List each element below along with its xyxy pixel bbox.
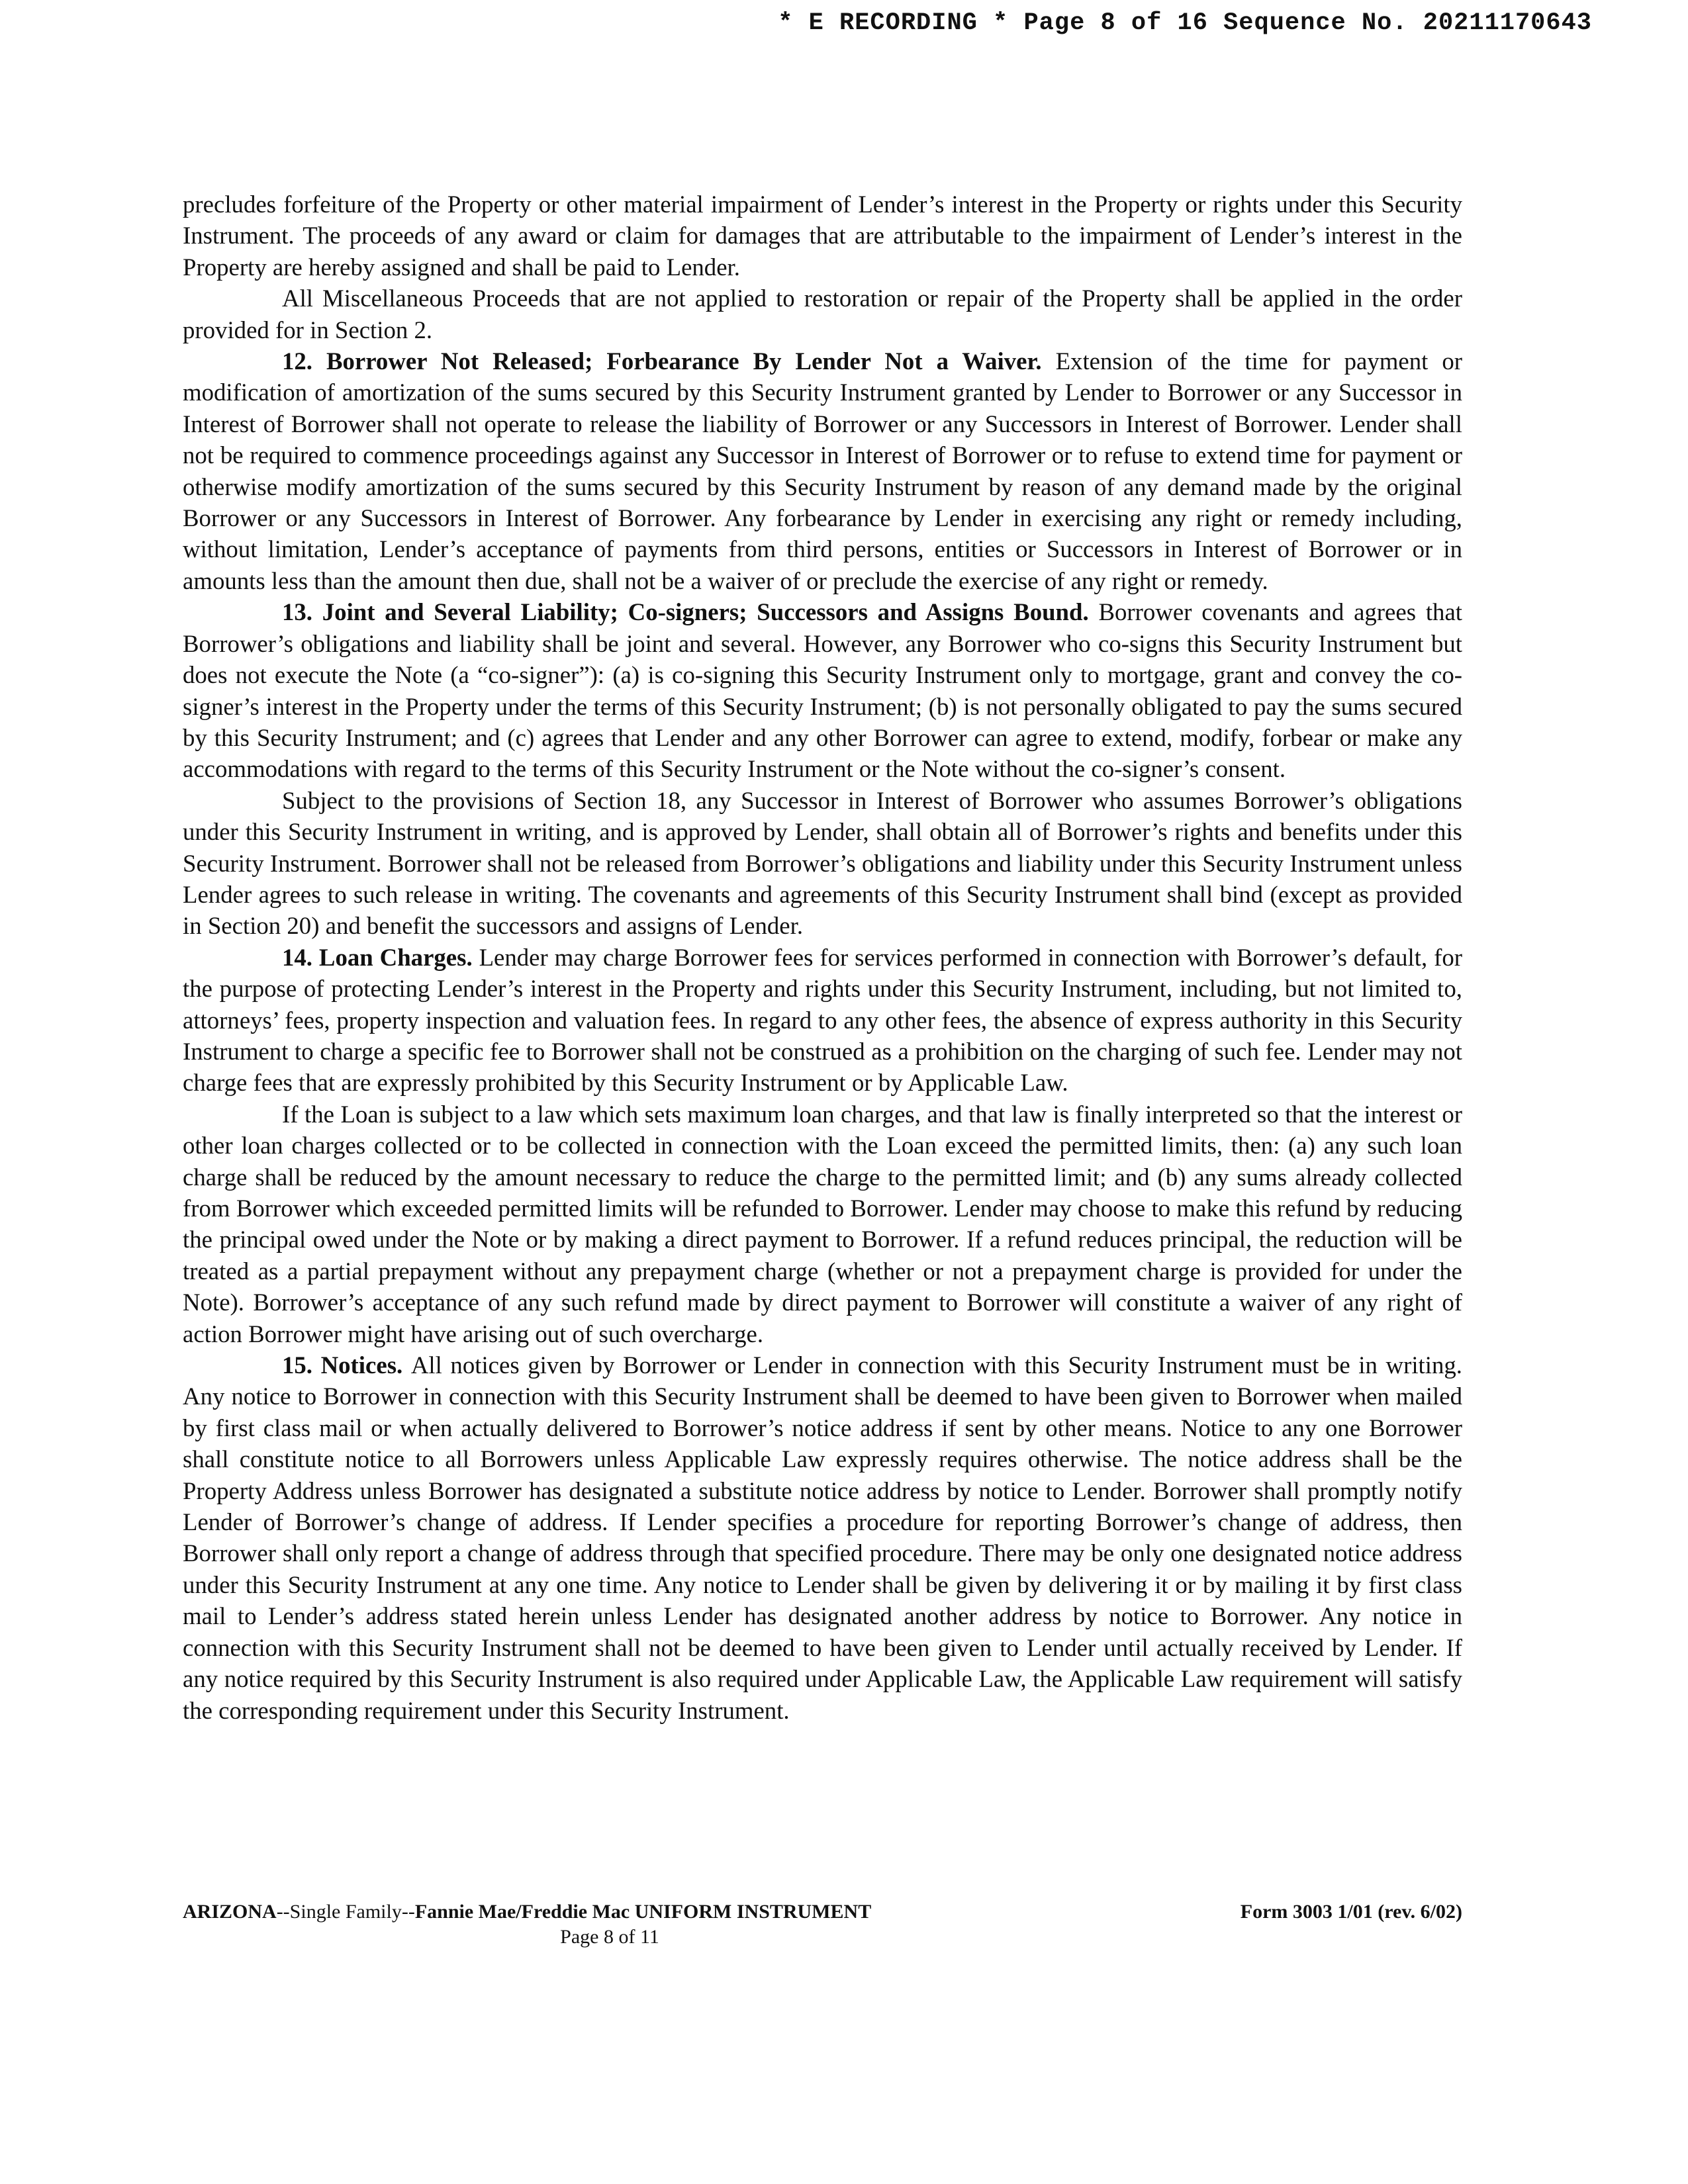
section-heading: 13. Joint and Several Liability; Co-signers; Successors and Assigns Bound. <box>282 598 1099 626</box>
form-title <box>183 1899 871 1925</box>
section-13 <box>183 596 1462 784</box>
footer-state: ARIZONA <box>183 1901 277 1923</box>
paragraph-text: All notices given by Borrower or Lender in connection with this Security Instrument must be in writing. Any notice to Borrower in connection with this Security Instrument shall be deemed to have been given to Borrower when mailed by first class mail or when actually delivered to Borrower’s notice address if sent by other means. Notice to any one Borrower shall constitute notice to all Borrowers unless Applicable Law expressly requires otherwise. The notice address shall be the Property Address unless Borrower has designated a substitute notice address by notice to Lender. Borrower shall promptly notify Lender of Borrower’s change of address. If Lender specifies a procedure for reporting Borrower’s change of address, then Borrower shall only report a change of address through that specified procedure. There may be only one designated notice address under this Security Instrument at any one time. Any notice to Lender shall be given by delivering it or by mailing it by first class mail to Lender’s address stated herein unless Lender has designated another address by notice to Borrower. Any notice in connection with this Security Instrument shall not be deemed to have been given to Lender until actually received by Lender. If any notice required by this Security Instrument is also required under Applicable Law, the Applicable Law requirement will satisfy the corresponding requirement under this Security Instrument. <box>183 1351 1462 1724</box>
page-number: Page 8 of 11 <box>560 1926 659 1948</box>
paragraph <box>183 283 1462 345</box>
paragraph-text: All Miscellaneous Proceeds that are not applied to restoration or repair of the Property shall be applied in the order provided for in Section 2. <box>183 285 1462 343</box>
section-heading: 14. Loan Charges. <box>282 943 479 971</box>
paragraph <box>183 785 1462 942</box>
paragraph-text: Extension of the time for payment or modification of amortization of the sums secured by this Security Instrument granted by Lender to Borrower or any Successor in Interest of Borrower shall not operate to release the liability of Borrower or any Successors in Interest of Borrower. Lender shall not be required to commence proceedings against any Successor in Interest of Borrower or to refuse to extend time for payment or otherwise modify amortization of the sums secured by this Security Instrument by reason of any demand made by the original Borrower or any Successors in Interest of Borrower. Any forbearance by Lender in exercising any right or remedy including, without limitation, Lender’s acceptance of payments from third persons, entities or Successors in Interest of Borrower or in amounts less than the amount then due, shall not be a waiver of or preclude the exercise of any right or remedy. <box>183 347 1462 594</box>
footer-separator: --Single Family-- <box>276 1901 415 1923</box>
paragraph-text: precludes forfeiture of the Property or other material impairment of Lender’s interest in the Property or rights under this Security Instrument. The proceeds of any award or claim for damages that are attributable to the impairment of Lender’s interest in the Property are hereby assigned and shall be paid to Lender. <box>183 191 1462 281</box>
paragraph-text: Subject to the provisions of Section 18, any Successor in Interest of Borrower who assumes Borrower’s obligations under this Security Instrument in writing, and is approved by Lender, shall obtain all of Borrower’s rights and benefits under this Security Instrument. Borrower shall not be released from Borrower’s obligations and liability under this Security Instrument unless Lender agrees to such release in writing. The covenants and agreements of this Security Instrument shall bind (except as provided in Section 20) and benefit the successors and assigns of Lender. <box>183 786 1462 940</box>
paragraph-text: If the Loan is subject to a law which sets maximum loan charges, and that law is finally interpreted so that the interest or other loan charges collected or to be collected in connection with the Loan exceed the permitted limits, then: (a) any such loan charge shall be reduced by the amount necessary to reduce the charge to the permitted limit; and (b) any sums already collected from Borrower which exceeded permitted limits will be refunded to Borrower. Lender may choose to make this refund by reducing the principal owed under the Note or by making a direct payment to Borrower. If a refund reduces principal, the reduction will be treated as a partial prepayment without any prepayment charge (whether or not a prepayment charge is provided for under the Note). Borrower’s acceptance of any such refund made by direct payment to Borrower will constitute a waiver of any right of action Borrower might have arising out of such overcharge. <box>183 1100 1462 1347</box>
footer-agency: Fannie Mae/Freddie Mac UNIFORM INSTRUMENT <box>414 1901 872 1923</box>
section-heading: 12. Borrower Not Released; Forbearance By Lender Not a Waiver. <box>282 347 1056 375</box>
paragraph <box>183 189 1462 283</box>
document-body <box>183 189 1462 1726</box>
section-12 <box>183 345 1462 596</box>
recording-stamp: * E RECORDING * Page 8 of 16 Sequence No. 20211170643 <box>778 9 1592 37</box>
form-number: Form 3003 1/01 (rev. 6/02) <box>1240 1901 1462 1923</box>
section-15 <box>183 1349 1462 1726</box>
section-heading: 15. Notices. <box>282 1351 411 1379</box>
paragraph <box>183 1099 1462 1349</box>
section-14 <box>183 942 1462 1099</box>
paragraph-text: Borrower covenants and agrees that Borrower’s obligations and liability shall be joint and several. However, any Borrower who co-signs this Security Instrument but does not execute the Note (a “co-signer”): (a) is co-signing this Security Instrument only to mortgage, grant and convey the co-signer’s interest in the Property under the terms of this Security Instrument; (b) is not personally obligated to pay the sums secured by this Security Instrument; and (c) agrees that Lender and any other Borrower can agree to extend, modify, forbear or make any accommodations with regard to the terms of this Security Instrument or the Note without the co-signer’s consent. <box>183 598 1462 783</box>
paragraph-text: Lender may charge Borrower fees for services performed in connection with Borrower’s default, for the purpose of protecting Lender’s interest in the Property and rights under this Security Instrument, including, but not limited to, attorneys’ fees, property inspection and valuation fees. In regard to any other fees, the absence of express authority in this Security Instrument to charge a specific fee to Borrower shall not be construed as a prohibition on the charging of such fee. Lender may not charge fees that are expressly prohibited by this Security Instrument or by Applicable Law. <box>183 943 1462 1097</box>
